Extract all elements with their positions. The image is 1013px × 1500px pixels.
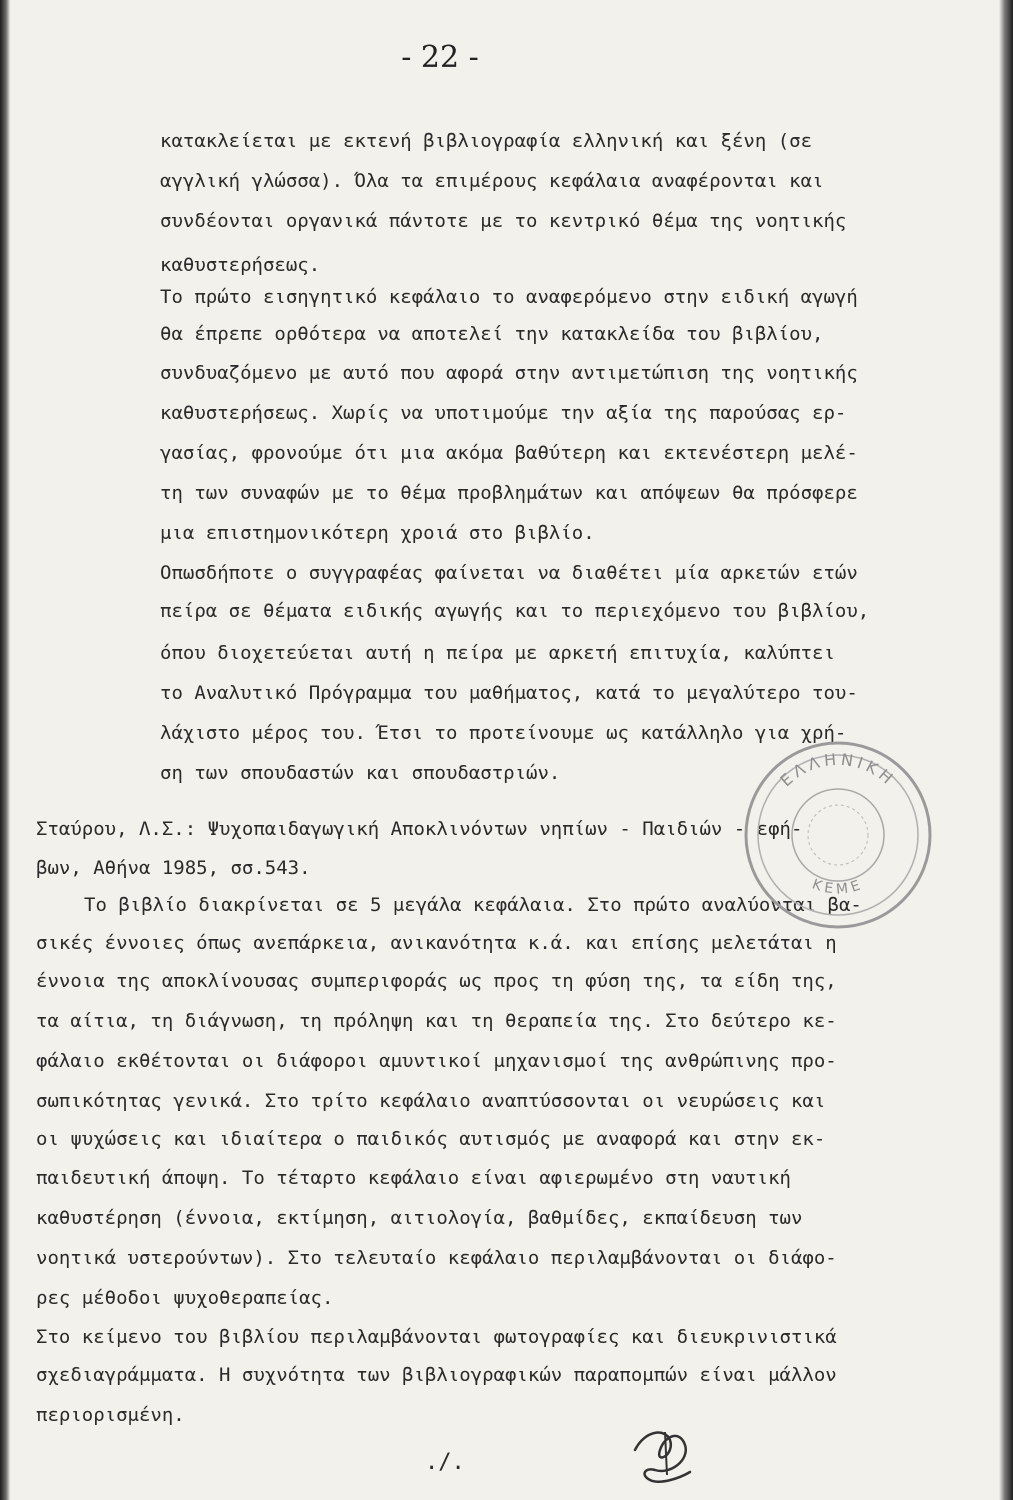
svg-text:ΕΛΛΗΝΙΚΗ bbox=[776, 750, 899, 791]
text-line: ρες μέθοδοι ψυχοθεραπείας. bbox=[36, 1287, 334, 1309]
text-line: φάλαιο εκθέτονται οι διάφοροι αμυντικοί μηχανισμοί της ανθρώπινης προ- bbox=[36, 1050, 837, 1072]
stamp-label-bottom: ΚΕΜΕ bbox=[809, 876, 867, 898]
svg-text:ΚΕΜΕ bbox=[810, 876, 866, 897]
signature bbox=[625, 1420, 705, 1490]
stamp-label-top: ΕΛΛΗΝΙΚΗ bbox=[776, 749, 900, 791]
text-line: περιορισμένη. bbox=[36, 1404, 185, 1426]
text-line: τα αίτια, τη διάγνωση, τη πρόληψη και τη θεραπεία της. Στο δεύτερο κε- bbox=[36, 1010, 837, 1032]
text-line: Το πρώτο εισηγητικό κεφάλαιο το αναφερόμενο στην ειδική αγωγή bbox=[160, 286, 858, 308]
text-line: όπου διοχετεύεται αυτή η πείρα με αρκετή επιτυχία, καλύπτει bbox=[160, 642, 835, 664]
text-line: πείρα σε θέματα ειδικής αγωγής και το περιεχόμενο του βιβλίου, bbox=[160, 600, 870, 622]
page-number: - 22 - bbox=[401, 40, 479, 75]
text-line: συνδυαζόμενο με αυτό που αφορά στην αντιμετώπιση της νοητικής bbox=[160, 362, 858, 384]
text-line: κατακλείεται με εκτενή βιβλιογραφία ελληνική και ξένη (σε bbox=[160, 130, 813, 152]
text-line: Στο κείμενο του βιβλίου περιλαμβάνονται φωτογραφίες και διευκρινιστικά bbox=[36, 1326, 837, 1348]
text-line: καθυστέρηση (έννοια, εκτίμηση, αιτιολογία, βαθμίδες, εκπαίδευση των bbox=[36, 1207, 803, 1229]
heading-line: Σταύρου, Λ.Σ.: Ψυχοπαιδαγωγική Αποκλινόντων νηπίων - Παιδιών - εφή- bbox=[36, 818, 803, 840]
text-line: συνδέονται οργανικά πάντοτε με το κεντρικό θέμα της νοητικής bbox=[160, 210, 847, 232]
text-line: οι ψυχώσεις και ιδιαίτερα ο παιδικός αυτισμός με αναφορά και στην εκ- bbox=[36, 1128, 826, 1150]
text-line: θα έπρεπε ορθότερα να αποτελεί την κατακλείδα του βιβλίου, bbox=[160, 323, 824, 345]
heading-line: βων, Αθήνα 1985, σσ.543. bbox=[36, 857, 311, 879]
text-line: τη των συναφών με το θέμα προβλημάτων και απόψεων θα πρόσφερε bbox=[160, 482, 858, 504]
text-line: καθυστερήσεως. bbox=[160, 254, 321, 276]
text-line: σωπικότητας γενικά. Στο τρίτο κεφάλαιο αναπτύσσονται οι νευρώσεις και bbox=[36, 1090, 826, 1112]
text-line: σχεδιαγράμματα. Η συχνότητα των βιβλιογραφικών παραπομπών είναι μάλλον bbox=[36, 1364, 837, 1386]
text-line: Το βιβλίο διακρίνεται σε 5 μεγάλα κεφάλαια. Στο πρώτο αναλύονται βα- bbox=[84, 894, 862, 916]
continuation-mark: ./. bbox=[425, 1450, 465, 1475]
text-line: αγγλική γλώσσα). Όλα τα επιμέρους κεφάλαια αναφέρονται και bbox=[160, 170, 824, 192]
text-line: μια επιστημονικότερη χροιά στο βιβλίο. bbox=[160, 522, 595, 544]
text-line: σικές έννοιες όπως ανεπάρκεια, ανικανότητα κ.ά. και επίσης μελετάται η bbox=[36, 932, 837, 954]
text-line: ση των σπουδαστών και σπουδαστριών. bbox=[160, 762, 561, 784]
text-line: γασίας, φρονούμε ότι μια ακόμα βαθύτερη και εκτενέστερη μελέ- bbox=[160, 442, 858, 464]
scan-left-edge bbox=[0, 0, 10, 1500]
text-line: νοητικά υστερούντων). Στο τελευταίο κεφάλαιο περιλαμβάνονται οι διάφο- bbox=[36, 1247, 837, 1269]
text-line: λάχιστο μέρος του. Έτσι το προτείνουμε ως κατάλληλο για χρή- bbox=[160, 722, 847, 744]
text-line: έννοια της αποκλίνουσας συμπεριφοράς ως προς τη φύση της, τα είδη της, bbox=[36, 970, 837, 992]
text-line: το Αναλυτικό Πρόγραμμα του μαθήματος, κατά το μεγαλύτερο του- bbox=[160, 682, 858, 704]
official-stamp bbox=[738, 735, 938, 935]
text-line: Οπωσδήποτε ο συγγραφέας φαίνεται να διαθέτει μία αρκετών ετών bbox=[160, 562, 858, 584]
scan-right-edge bbox=[999, 0, 1013, 1500]
text-line: καθυστερήσεως. Χωρίς να υποτιμούμε την αξία της παρούσας ερ- bbox=[160, 402, 847, 424]
text-line: παιδευτική άποψη. Το τέταρτο κεφάλαιο είναι αφιερωμένο στη ναυτική bbox=[36, 1167, 791, 1189]
